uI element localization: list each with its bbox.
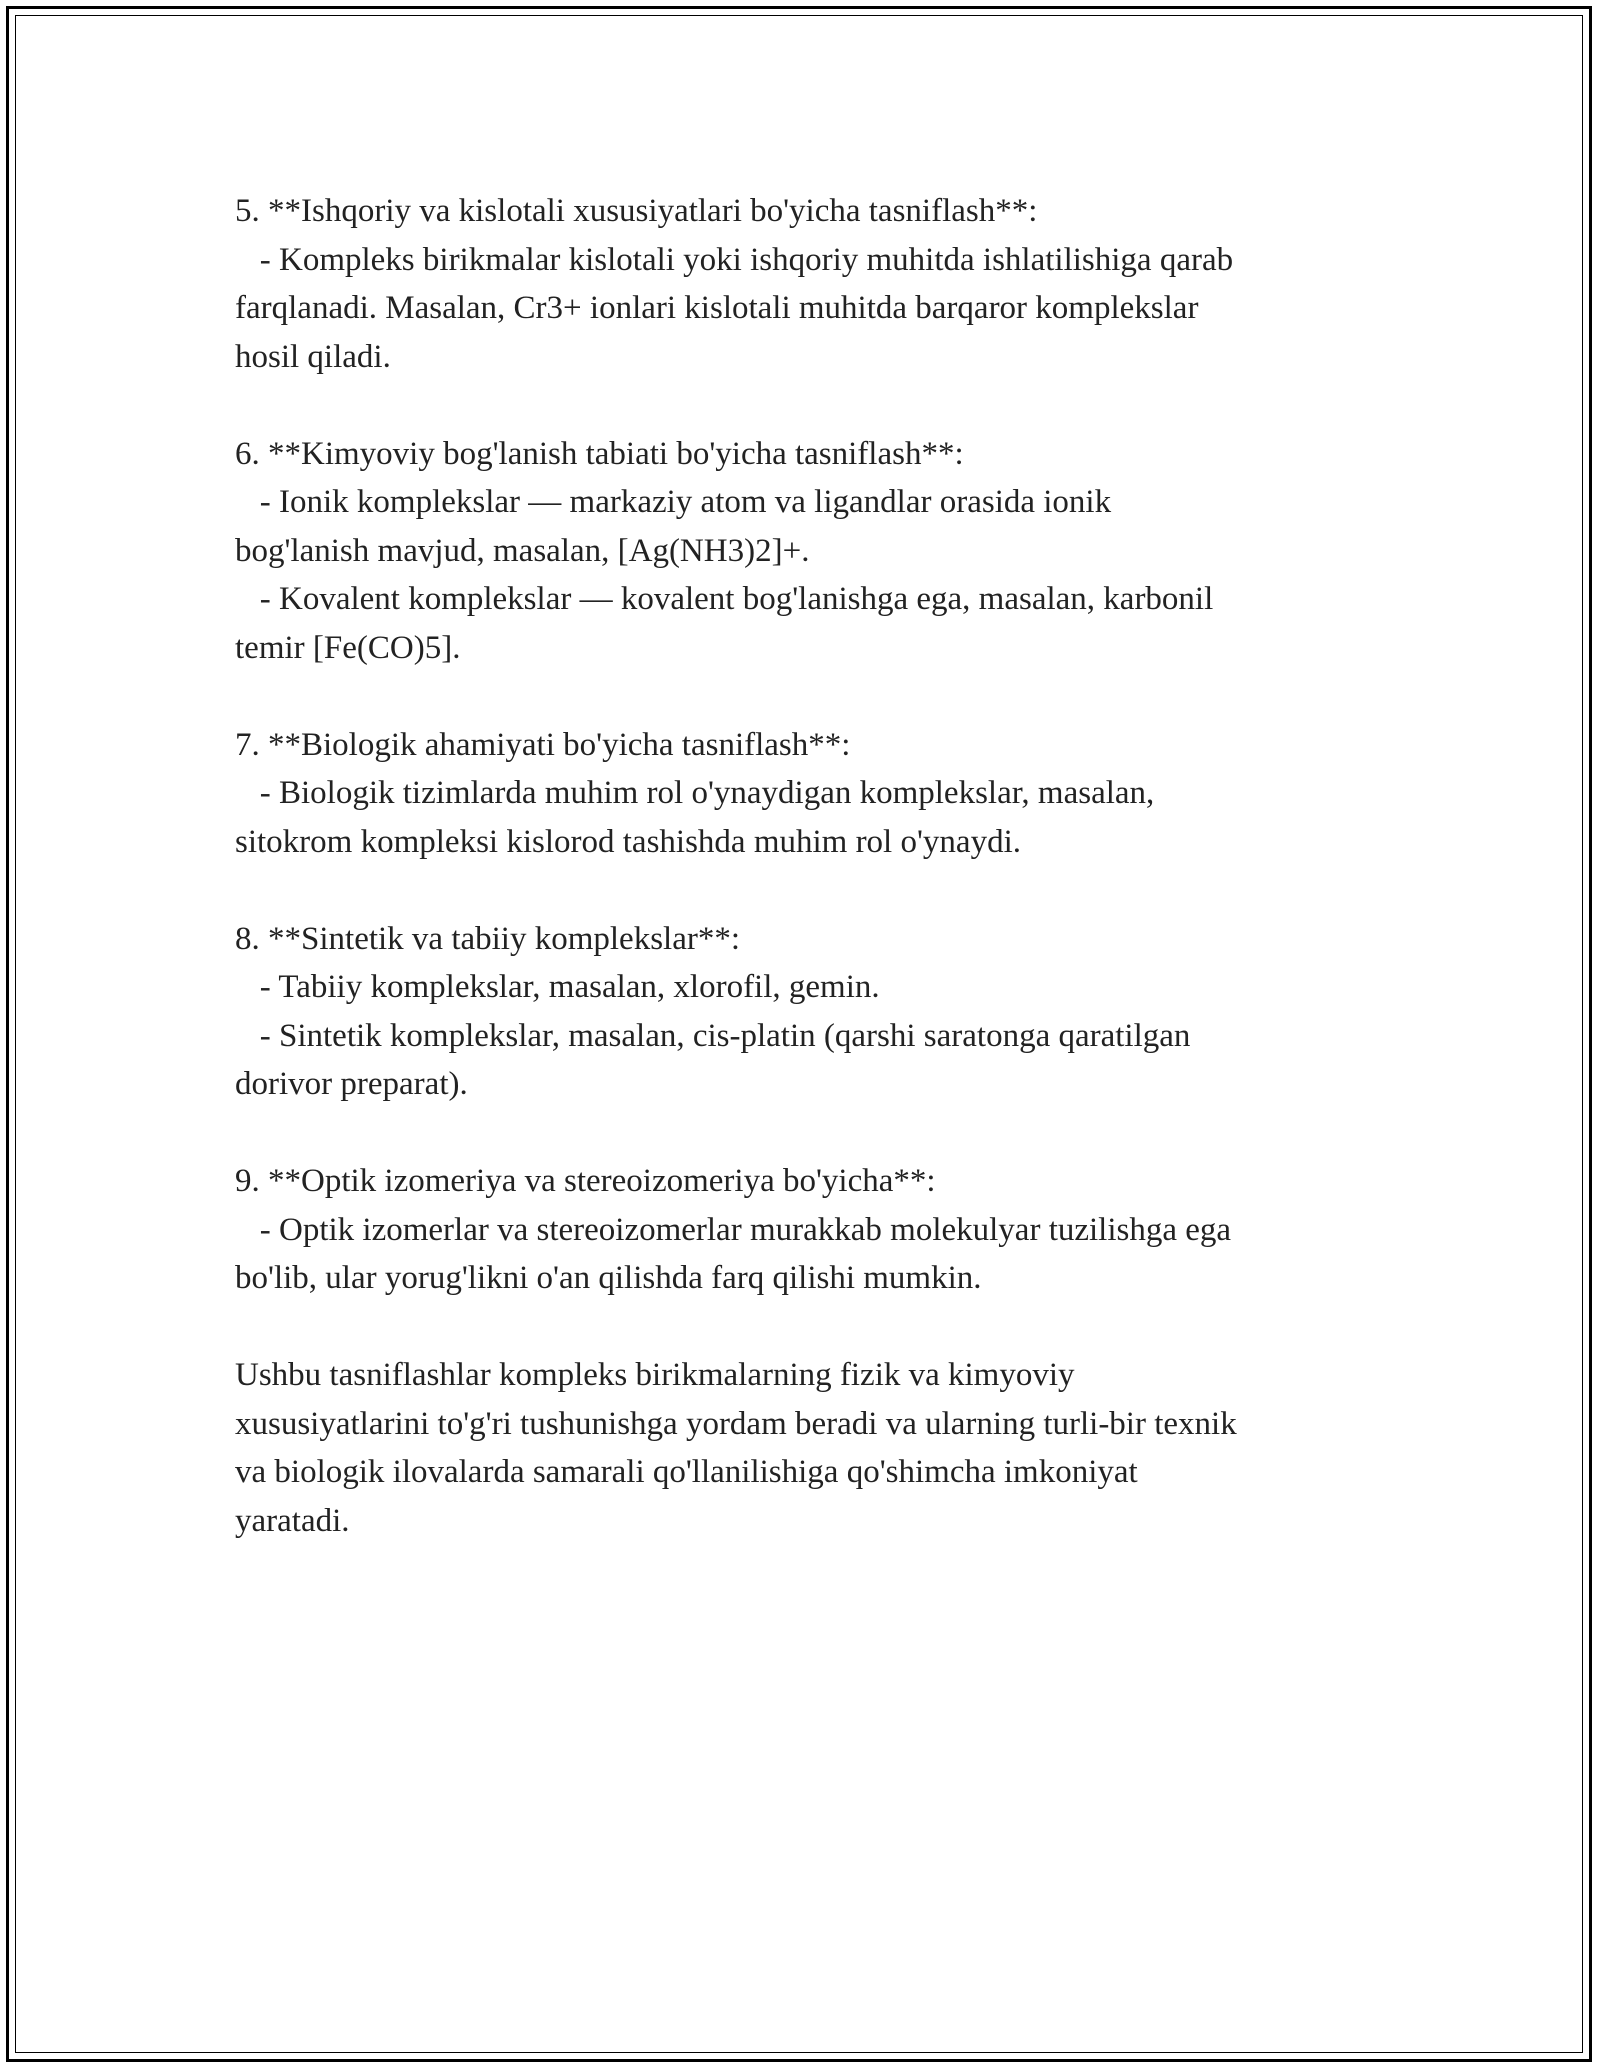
text-line: hosil qiladi. <box>235 338 391 375</box>
text-line: bo'lib, ular yorug'likni o'an qilishda farq qilishi mumkin. <box>235 1260 982 1296</box>
text-line: yaratadi. <box>235 1502 350 1539</box>
text-line: farqlanadi. Masalan, Cr3+ ionlari kislotali muhitda barqaror komplekslar <box>235 290 1199 326</box>
section-heading: 5. **Ishqoriy va kislotali xususiyatlari bo'yicha tasniflash**: <box>235 193 1038 229</box>
section-optical-isomerism <box>235 1157 1365 1303</box>
conclusion-paragraph <box>235 1351 1365 1545</box>
text-line: temir [Fe(CO)5]. <box>235 629 461 666</box>
text-line: - Sintetik komplekslar, masalan, cis-platin (qarshi saratonga qaratilgan <box>235 1017 1191 1054</box>
text-line: xususiyatlarini to'g'ri tushunishga yordam beradi va ularning turli-bir texnik <box>235 1405 1237 1442</box>
section-heading: 6. **Kimyoviy bog'lanish tabiati bo'yicha tasniflash**: <box>235 435 964 472</box>
document-body <box>235 187 1365 1594</box>
text-line: - Ionik komplekslar — markaziy atom va ligandlar orasida ionik <box>235 484 1112 520</box>
section-heading: 7. **Biologik ahamiyati bo'yicha tasniflash**: <box>235 726 851 763</box>
text-line: va biologik ilovalarda samarali qo'llanilishiga qo'shimcha imkoniyat <box>235 1454 1138 1490</box>
section-heading: 8. **Sintetik va tabiiy komplekslar**: <box>235 920 741 957</box>
section-bond-nature-classification <box>235 430 1365 673</box>
text-line: - Kovalent komplekslar — kovalent bog'lanishga ega, masalan, karbonil <box>235 581 1214 617</box>
section-acid-base-classification <box>235 187 1365 381</box>
text-line: bog'lanish mavjud, masalan, [Ag(NH3)2]+. <box>235 532 810 569</box>
text-line: Ushbu tasniflashlar kompleks birikmalarning fizik va kimyoviy <box>235 1357 1075 1393</box>
text-line: - Optik izomerlar va stereoizomerlar murakkab molekulyar tuzilishga ega <box>235 1211 1232 1248</box>
text-line: - Biologik tizimlarda muhim rol o'ynaydigan komplekslar, masalan, <box>235 775 1155 811</box>
section-biological-classification <box>235 721 1365 867</box>
text-line: sitokrom kompleksi kislorod tashishda muhim rol o'ynaydi. <box>235 823 1021 860</box>
text-line: - Tabiiy komplekslar, masalan, xlorofil, gemin. <box>235 969 880 1005</box>
section-synthetic-natural <box>235 915 1365 1109</box>
text-line: dorivor preparat). <box>235 1066 468 1102</box>
section-heading: 9. **Optik izomeriya va stereoizomeriya bo'yicha**: <box>235 1163 936 1199</box>
text-line: - Kompleks birikmalar kislotali yoki ishqoriy muhitda ishlatilishiga qarab <box>235 241 1234 278</box>
